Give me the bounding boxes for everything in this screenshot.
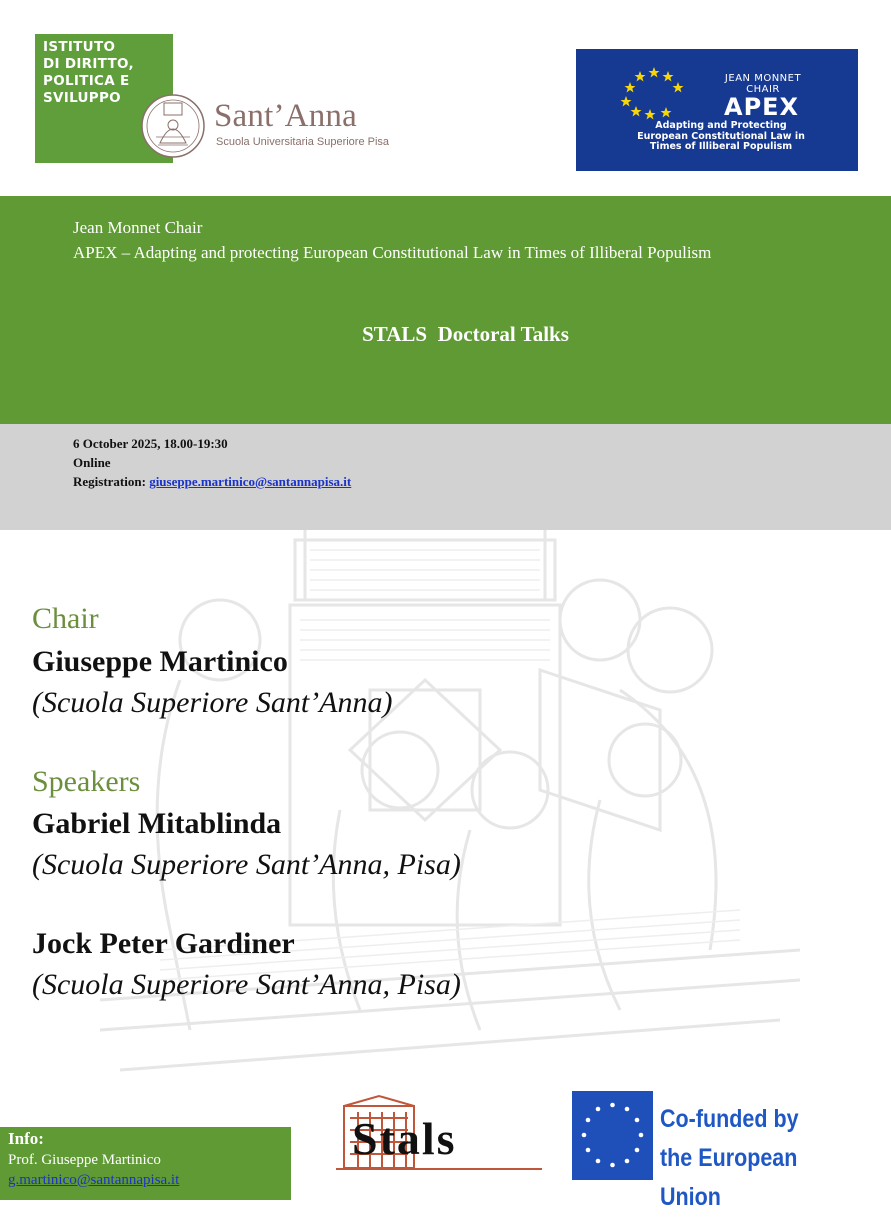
apex-logo-box — [576, 49, 858, 171]
speakers-heading: Speakers — [32, 765, 141, 798]
info-contact-name: Prof. Giuseppe Martinico — [8, 1152, 161, 1168]
event-title: STALS Doctoral Talks — [362, 322, 569, 346]
apex-description: Adapting and Protecting European Constitutional Law in Times of Illiberal Populism — [637, 120, 805, 152]
info-label: Info: — [8, 1129, 44, 1148]
eu-stars-icon — [616, 65, 692, 121]
university-seal-icon — [140, 93, 206, 159]
registration-line — [73, 474, 351, 490]
info-email-link[interactable]: g.martinico@santannapisa.it — [8, 1172, 180, 1188]
institute-line: DI DIRITTO, — [43, 56, 134, 72]
eu-flag-icon — [572, 1091, 653, 1180]
speaker-name: Jock Peter Gardiner — [32, 927, 295, 960]
stals-wordmark: Stals — [352, 1113, 457, 1164]
university-subtitle: Scuola Universitaria Superiore Pisa — [216, 136, 390, 148]
speaker-name: Gabriel Mitablinda — [32, 807, 282, 840]
chair-name: Giuseppe Martinico — [32, 645, 288, 678]
eu-cofunded-text — [660, 1100, 859, 1217]
institute-line: ISTITUTO — [43, 39, 116, 55]
info-box — [0, 1127, 291, 1200]
header-band — [0, 196, 891, 424]
university-name: Sant’Anna — [214, 98, 357, 134]
institute-line: POLITICA E — [43, 73, 130, 89]
speaker-affiliation: (Scuola Superiore Sant’Anna, Pisa) — [32, 848, 461, 881]
institute-line: SVILUPPO — [43, 90, 121, 106]
chair-affiliation: (Scuola Superiore Sant’Anna) — [32, 686, 393, 719]
registration-label: Registration: — [73, 474, 150, 489]
details-band — [0, 424, 891, 530]
chair-line: Jean Monnet Chair — [73, 218, 203, 237]
registration-email-link[interactable]: giuseppe.martinico@santannapisa.it — [149, 474, 352, 489]
apex-chair-label: JEAN MONNET CHAIR — [724, 73, 802, 95]
event-mode: Online — [73, 455, 111, 470]
eu-line: the European Union — [660, 1144, 798, 1211]
event-date: 6 October 2025, 18.00-19:30 — [73, 436, 228, 451]
eu-line: Co-funded by — [660, 1105, 799, 1133]
project-line: APEX – Adapting and protecting European Constitutional Law in Times of Illiberal Populism — [73, 243, 712, 262]
apex-title: APEX — [724, 93, 800, 121]
speaker-affiliation: (Scuola Superiore Sant’Anna, Pisa) — [32, 968, 461, 1001]
chair-heading: Chair — [32, 602, 99, 635]
